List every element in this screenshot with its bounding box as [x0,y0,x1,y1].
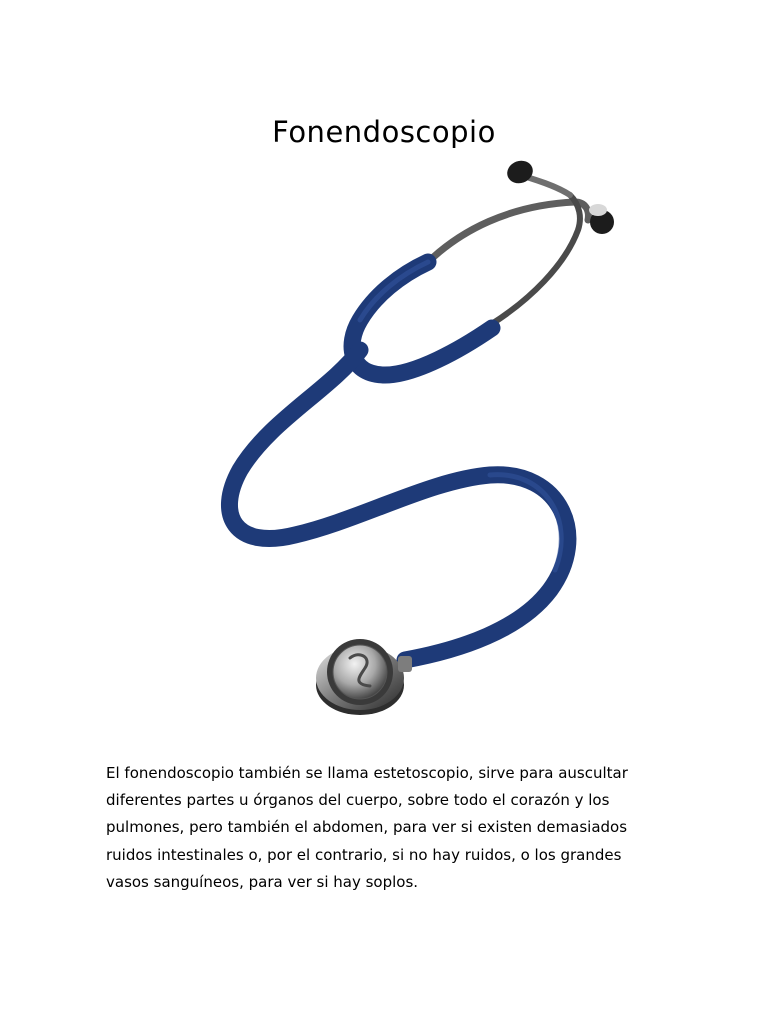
paragraph-line: diferentes partes u órganos del cuerpo, sobre todo el corazón y los [106,791,610,810]
paragraph-line: pulmones, pero también el abdomen, para ver si existen demasiados [106,818,628,837]
paragraph-line: vasos sanguíneos, para ver si hay soplos. [106,872,419,891]
page-title: Fonendoscopio [272,115,496,150]
eartips-icon [504,157,614,234]
tubing [229,262,567,660]
chestpiece-icon [316,639,412,715]
paragraph-line: ruidos intestinales o, por el contrario, si no hay ruidos, o los grandes [106,845,622,864]
ear-tubes [425,175,588,325]
body-paragraph [106,760,666,896]
stethoscope-icon [200,150,640,740]
paragraph-line: El fonendoscopio también se llama estetoscopio, sirve para auscultar [106,764,628,782]
